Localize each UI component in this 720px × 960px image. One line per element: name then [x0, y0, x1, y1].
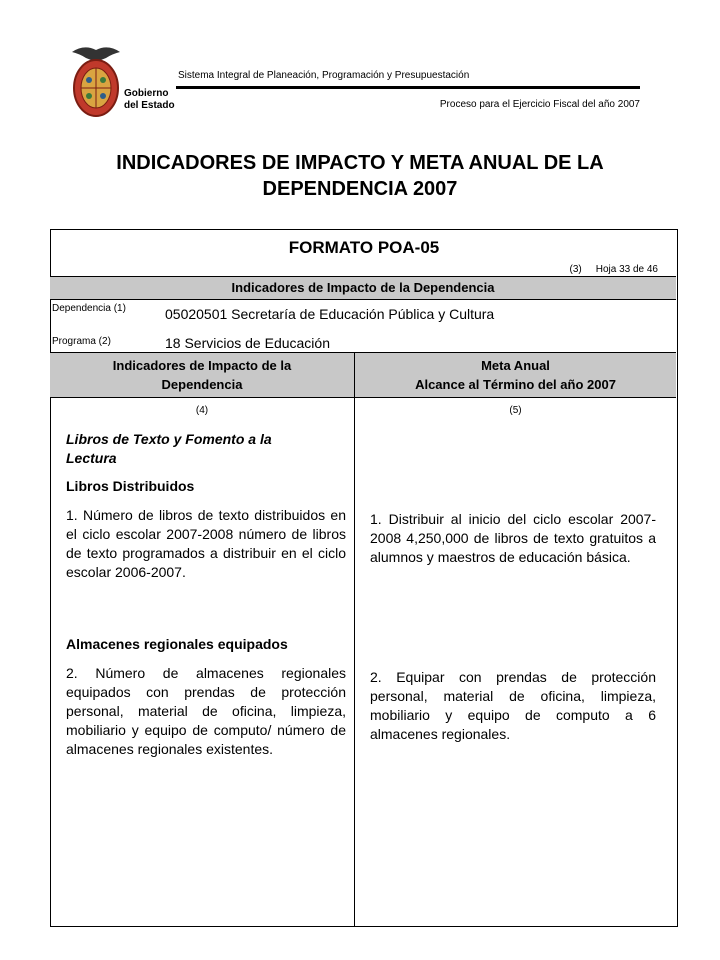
meta-1: 1. Distribuir al inicio del ciclo escolar 2007-2008 4,250,000 de libros de texto gratuitos a alumnos y maestros de educación básica. [370, 511, 656, 565]
column-headers [50, 352, 676, 398]
sheet-page: Hoja 33 de 46 [595, 264, 658, 275]
column-header-meta-line1: Meta Anual [481, 358, 550, 373]
header-divider [176, 86, 640, 89]
indicator-1: 1. Número de libros de texto distribuidos en el ciclo escolar 2007-2008 número de libros de texto programados a distribuir en el ciclo escolar 2006-2007. [66, 507, 346, 580]
subtitle-libros: Libros Distribuidos [66, 478, 195, 494]
indicator-2: 2. Número de almacenes regionales equipados con prendas de protección personal, material de oficina, limpieza, mobiliario y equipo de computo/ número de almacenes regionales existentes. [66, 665, 346, 757]
sheet-number [400, 264, 658, 275]
meta-2: 2. Equipar con prendas de protección personal, material de oficina, limpieza, mobiliario y equipo de computo a 6 almacenes regionales. [370, 669, 656, 742]
programa-value: 18 Servicios de Educación [165, 335, 330, 351]
gobierno-label [124, 88, 175, 112]
page-title-line1: INDICADORES DE IMPACTO Y META ANUAL DE LA [116, 152, 604, 174]
column-header-meta [355, 353, 676, 397]
section-heading-italic: Libros de Texto y Fomento a la Lectura [66, 431, 272, 466]
sheet-ref: (3) [569, 264, 582, 275]
column-number-right: (5) [509, 405, 522, 416]
programa-label: Programa (2) [52, 336, 111, 347]
column-header-indicadores-line1: Indicadores de Impacto de la [112, 358, 292, 373]
column-divider [354, 352, 355, 926]
gobierno-line2: del Estado [124, 100, 175, 111]
system-name: Sistema Integral de Planeación, Programación y Presupuestación [178, 70, 470, 81]
section-title: Indicadores de Impacto de la Dependencia [50, 276, 676, 300]
dependencia-value: 05020501 Secretaría de Educación Pública y Cultura [165, 306, 495, 322]
process-label: Proceso para el Ejercicio Fiscal del año 2007 [439, 99, 640, 110]
page-title-line2: DEPENDENCIA 2007 [262, 178, 458, 200]
dependencia-label: Dependencia (1) [52, 303, 126, 314]
column-number-left: (4) [195, 405, 209, 416]
column-header-indicadores [50, 353, 354, 397]
column-header-meta-line2: Alcance al Término del año 2007 [415, 377, 616, 392]
formato-title: FORMATO POA-05 [288, 238, 440, 257]
page-title [60, 150, 660, 202]
column-header-indicadores-line2: Dependencia [161, 377, 243, 392]
subtitle-almacenes: Almacenes regionales equipados [66, 636, 288, 652]
gobierno-line1: Gobierno [124, 88, 169, 99]
state-coat-of-arms-icon [68, 42, 124, 120]
